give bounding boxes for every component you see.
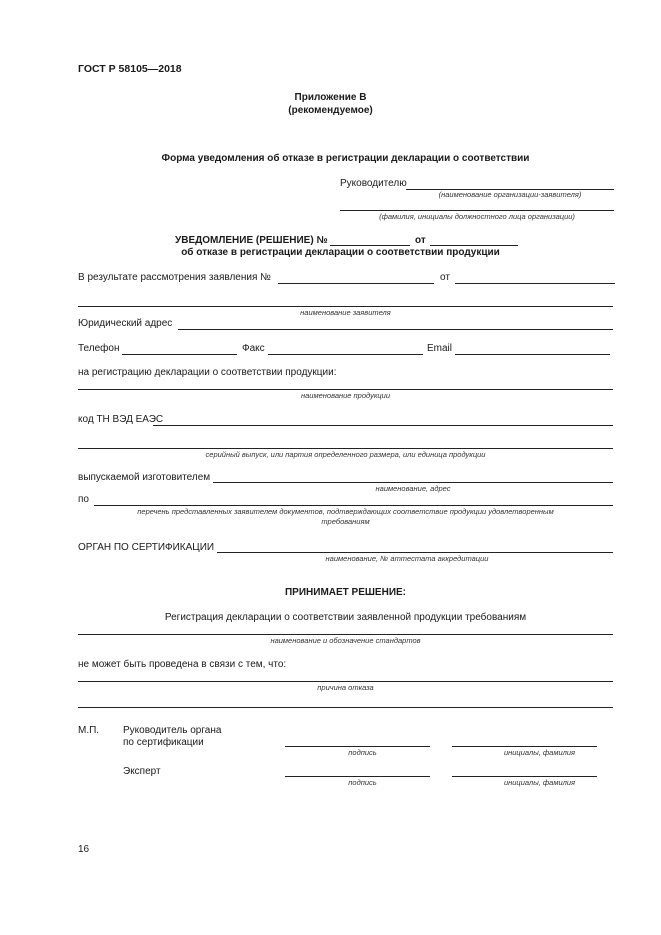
registration-for-label: на регистрацию декларации о соответствии продукции:	[78, 367, 337, 378]
notice-number-line[interactable]	[330, 245, 410, 246]
notice-title: УВЕДОМЛЕНИЕ (РЕШЕНИЕ) №	[175, 235, 328, 246]
expert-label: Эксперт	[123, 766, 161, 777]
manufacturer-label: выпускаемой изготовителем	[78, 472, 211, 483]
stamp-label: М.П.	[78, 725, 100, 736]
expert-signature-line[interactable]	[285, 776, 430, 777]
accreditation-hint: наименование, № аттестата аккредитации	[325, 554, 489, 563]
notice-subtitle: об отказе в регистрации декларации о соответствии продукции	[181, 247, 500, 258]
phone-label: Телефон	[78, 343, 120, 354]
page-number: 16	[78, 844, 90, 855]
applicant-hint: наименование заявителя	[300, 308, 391, 317]
manufacturer-line[interactable]	[213, 482, 613, 483]
phone-line[interactable]	[122, 354, 237, 355]
head-title-line2: по сертификации	[123, 737, 204, 748]
documents-hint-2: требованиям	[321, 517, 370, 526]
tnved-code-label: код ТН ВЭД ЕАЭС	[78, 414, 164, 425]
expert-signature-hint: подпись	[348, 778, 377, 787]
tnved-code-line[interactable]	[153, 425, 613, 426]
product-line[interactable]	[78, 389, 613, 390]
application-number-line[interactable]	[278, 283, 434, 284]
batch-line[interactable]	[78, 448, 613, 449]
decision-title: ПРИНИМАЕТ РЕШЕНИЕ:	[284, 587, 407, 598]
addressee-org-hint: (наименование организации-заявителя)	[438, 190, 582, 199]
form-title: Форма уведомления об отказе в регистрации декларации о соответствии	[161, 153, 530, 164]
reason-line-2[interactable]	[78, 707, 613, 708]
certification-body-line[interactable]	[217, 552, 613, 553]
batch-hint: серийный выпуск, или партия определенного размера, или единица продукции	[205, 450, 486, 459]
reason-hint: причина отказа	[317, 683, 374, 692]
manufacturer-hint: наименование, адрес	[375, 484, 451, 493]
email-label: Email	[427, 343, 453, 354]
documents-line[interactable]	[94, 505, 613, 506]
document-standard-code: ГОСТ Р 58105—2018	[78, 63, 182, 75]
cannot-be-label: не может быть проведена в связи с тем, что:	[78, 659, 287, 670]
notice-date-line[interactable]	[430, 245, 518, 246]
application-from-label: от	[440, 272, 450, 283]
by-label: по	[78, 494, 89, 505]
application-date-line[interactable]	[455, 283, 615, 284]
product-hint: наименование продукции	[300, 391, 390, 400]
standards-line[interactable]	[78, 634, 613, 635]
notice-from-label: от	[415, 235, 426, 246]
appendix-subtitle: (рекомендуемое)	[288, 105, 373, 116]
reason-line[interactable]	[78, 681, 613, 682]
fax-label: Факс	[242, 343, 265, 354]
fax-line[interactable]	[268, 354, 423, 355]
applicant-line[interactable]	[78, 306, 613, 307]
legal-address-line[interactable]	[178, 329, 613, 330]
expert-initials-hint: инициалы, фамилия	[503, 778, 576, 787]
head-signature-hint: подпись	[348, 748, 377, 757]
standards-hint: наименование и обозначение стандартов	[270, 636, 421, 645]
certification-body-label: ОРГАН ПО СЕРТИФИКАЦИИ	[78, 542, 215, 553]
application-review-label: В результате рассмотрения заявления №	[78, 272, 271, 283]
email-line[interactable]	[455, 354, 610, 355]
decision-text: Регистрация декларации о соответствии заявленной продукции требованиям	[164, 612, 527, 623]
addressee-person-hint: (фамилия, инициалы должностного лица организации)	[379, 212, 575, 221]
appendix-title: Приложение В	[294, 92, 367, 103]
legal-address-label: Юридический адрес	[78, 318, 173, 329]
head-initials-line[interactable]	[452, 746, 597, 747]
head-signature-line[interactable]	[285, 746, 430, 747]
head-initials-hint: инициалы, фамилия	[503, 748, 576, 757]
documents-hint: перечень представленных заявителем документов, подтверждающих соответствие продукции удовлетворенным	[137, 507, 554, 516]
addressee-label: Руководителю	[340, 178, 407, 189]
expert-initials-line[interactable]	[452, 776, 597, 777]
addressee-person-line[interactable]	[340, 210, 614, 211]
head-title-line1: Руководитель органа	[123, 725, 222, 736]
